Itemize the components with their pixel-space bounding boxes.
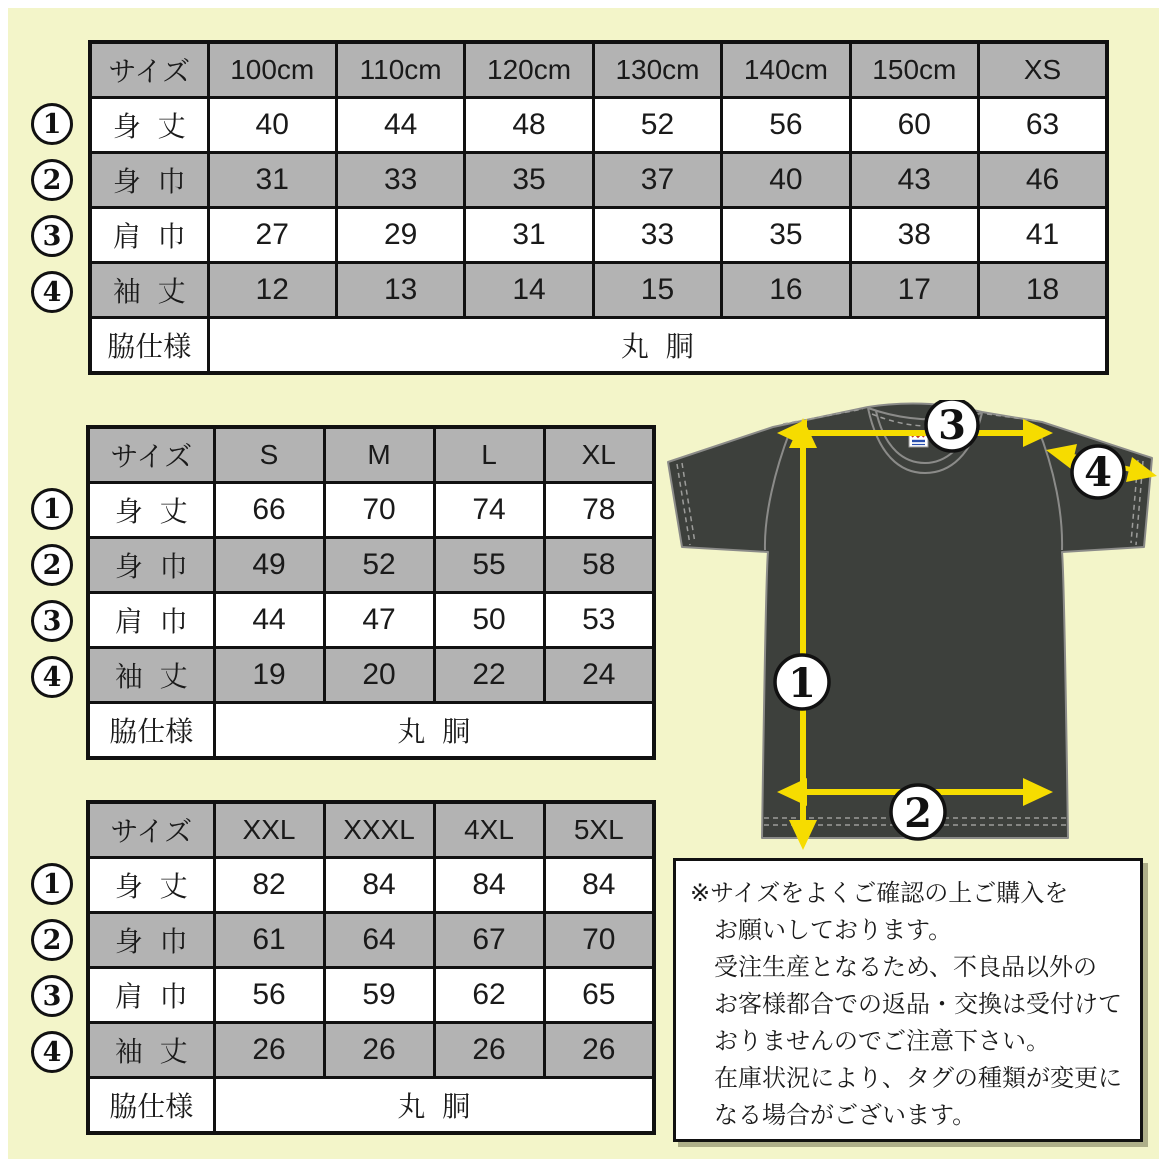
cell: 16 <box>722 263 850 318</box>
cell: 44 <box>336 98 464 153</box>
table-row-body-length <box>88 483 654 538</box>
circled-number-3: 3 <box>31 975 73 1017</box>
cell: 26 <box>434 1023 544 1078</box>
cell: 64 <box>324 913 434 968</box>
cell: 35 <box>465 153 593 208</box>
size-table-big <box>86 800 656 1135</box>
header-cell: M <box>324 427 434 483</box>
cell: 56 <box>722 98 850 153</box>
notice-line: 在庫状況により、タグの種類が変更に <box>714 1065 1122 1092</box>
header-cell: L <box>434 427 544 483</box>
header-cell: 150cm <box>850 42 978 98</box>
cell: 52 <box>593 98 721 153</box>
cell: 26 <box>544 1023 654 1078</box>
cell: 40 <box>722 153 850 208</box>
notice-line: お客様都合での返品・交換は受付けて <box>714 991 1122 1018</box>
side-spec-value: 丸 胴 <box>214 703 654 759</box>
header-cell: S <box>214 427 324 483</box>
row-label: 身 巾 <box>90 153 208 208</box>
header-cell: 110cm <box>336 42 464 98</box>
cell: 41 <box>979 208 1107 263</box>
header-cell: サイズ <box>88 802 214 858</box>
cell: 46 <box>979 153 1107 208</box>
cell: 15 <box>593 263 721 318</box>
circled-number-4-text: 4 <box>1084 449 1112 496</box>
cell: 48 <box>465 98 593 153</box>
circled-number-1: 1 <box>31 103 73 145</box>
row-label: 身 丈 <box>88 858 214 913</box>
cell: 63 <box>979 98 1107 153</box>
row-label: 脇仕様 <box>88 703 214 759</box>
cell: 33 <box>336 153 464 208</box>
circled-number-4: 4 <box>31 271 73 313</box>
row-label: 袖 丈 <box>88 1023 214 1078</box>
header-cell: 140cm <box>722 42 850 98</box>
circled-number-1-text: 1 <box>788 660 816 707</box>
cell: 18 <box>979 263 1107 318</box>
header-cell: 4XL <box>434 802 544 858</box>
cell: 53 <box>544 593 654 648</box>
cell: 70 <box>324 483 434 538</box>
table-header-row <box>90 42 1107 98</box>
cell: 40 <box>208 98 336 153</box>
cell: 61 <box>214 913 324 968</box>
cell: 26 <box>214 1023 324 1078</box>
row-label: 肩 巾 <box>88 968 214 1023</box>
cell: 58 <box>544 538 654 593</box>
cell: 67 <box>434 913 544 968</box>
cell: 74 <box>434 483 544 538</box>
table-row-side-spec <box>90 318 1107 374</box>
notice-line: おりませんのでご注意下さい。 <box>714 1028 1050 1055</box>
cell: 22 <box>434 648 544 703</box>
cell: 43 <box>850 153 978 208</box>
cell: 38 <box>850 208 978 263</box>
cell: 26 <box>324 1023 434 1078</box>
header-cell: 120cm <box>465 42 593 98</box>
circled-number-3: 3 <box>31 600 73 642</box>
table-row-body-width <box>90 153 1107 208</box>
circled-number-4: 4 <box>31 656 73 698</box>
cell: 59 <box>324 968 434 1023</box>
header-cell: 5XL <box>544 802 654 858</box>
notice-line: 受注生産となるため、不良品以外の <box>714 954 1098 981</box>
cell: 84 <box>324 858 434 913</box>
row-label: 身 巾 <box>88 538 214 593</box>
cell: 19 <box>214 648 324 703</box>
cell: 50 <box>434 593 544 648</box>
circled-number-1: 1 <box>31 863 73 905</box>
side-spec-value: 丸 胴 <box>208 318 1107 374</box>
table-row-side-spec <box>88 703 654 759</box>
cell: 56 <box>214 968 324 1023</box>
cell: 55 <box>434 538 544 593</box>
header-cell: XL <box>544 427 654 483</box>
table-header-row <box>88 427 654 483</box>
table-row-sleeve-length <box>88 648 654 703</box>
circled-number-2: 2 <box>31 544 73 586</box>
tshirt-measurement-diagram <box>665 400 1167 862</box>
header-cell: XS <box>979 42 1107 98</box>
cell: 66 <box>214 483 324 538</box>
cell: 65 <box>544 968 654 1023</box>
cell: 27 <box>208 208 336 263</box>
header-cell: サイズ <box>88 427 214 483</box>
circled-number-3: 3 <box>31 215 73 257</box>
header-cell: サイズ <box>90 42 208 98</box>
cell: 84 <box>434 858 544 913</box>
cell: 47 <box>324 593 434 648</box>
row-label: 脇仕様 <box>88 1078 214 1134</box>
cell: 14 <box>465 263 593 318</box>
row-label: 肩 巾 <box>88 593 214 648</box>
cell: 31 <box>208 153 336 208</box>
cell: 84 <box>544 858 654 913</box>
circled-number-2: 2 <box>31 159 73 201</box>
cell: 24 <box>544 648 654 703</box>
header-cell: XXXL <box>324 802 434 858</box>
cell: 12 <box>208 263 336 318</box>
cell: 17 <box>850 263 978 318</box>
table-row-shoulder-width <box>90 208 1107 263</box>
notice-line: お願いしております。 <box>714 917 953 944</box>
cell: 70 <box>544 913 654 968</box>
cell: 62 <box>434 968 544 1023</box>
header-cell: XXL <box>214 802 324 858</box>
row-label: 身 丈 <box>90 98 208 153</box>
row-label: 袖 丈 <box>90 263 208 318</box>
notice-line: なる場合がございます。 <box>714 1102 977 1129</box>
cell: 52 <box>324 538 434 593</box>
cell: 29 <box>336 208 464 263</box>
header-cell: 100cm <box>208 42 336 98</box>
table-row-shoulder-width <box>88 593 654 648</box>
cell: 82 <box>214 858 324 913</box>
table-row-shoulder-width <box>88 968 654 1023</box>
circled-number-2: 2 <box>31 919 73 961</box>
cell: 44 <box>214 593 324 648</box>
table-row-body-length <box>90 98 1107 153</box>
circled-number-4: 4 <box>31 1031 73 1073</box>
notice-box <box>673 858 1143 1142</box>
cell: 31 <box>465 208 593 263</box>
notice-line: ※サイズをよくご確認の上ご購入を <box>690 880 1069 907</box>
side-spec-value: 丸 胴 <box>214 1078 654 1134</box>
size-table-adult <box>86 425 656 760</box>
table-row-body-length <box>88 858 654 913</box>
cell: 20 <box>324 648 434 703</box>
table-row-sleeve-length <box>88 1023 654 1078</box>
cell: 35 <box>722 208 850 263</box>
table-row-body-width <box>88 538 654 593</box>
row-label: 袖 丈 <box>88 648 214 703</box>
circled-number-1: 1 <box>31 488 73 530</box>
row-label: 脇仕様 <box>90 318 208 374</box>
header-cell: 130cm <box>593 42 721 98</box>
table-row-sleeve-length <box>90 263 1107 318</box>
row-label: 肩 巾 <box>90 208 208 263</box>
cell: 78 <box>544 483 654 538</box>
circled-number-2-text: 2 <box>904 790 932 837</box>
row-label: 身 丈 <box>88 483 214 538</box>
cell: 13 <box>336 263 464 318</box>
table-row-body-width <box>88 913 654 968</box>
cell: 60 <box>850 98 978 153</box>
row-label: 身 巾 <box>88 913 214 968</box>
circled-number-3-text: 3 <box>938 402 966 449</box>
table-header-row <box>88 802 654 858</box>
cell: 33 <box>593 208 721 263</box>
cell: 49 <box>214 538 324 593</box>
cell: 37 <box>593 153 721 208</box>
size-table-kids <box>88 40 1109 375</box>
table-row-side-spec <box>88 1078 654 1134</box>
